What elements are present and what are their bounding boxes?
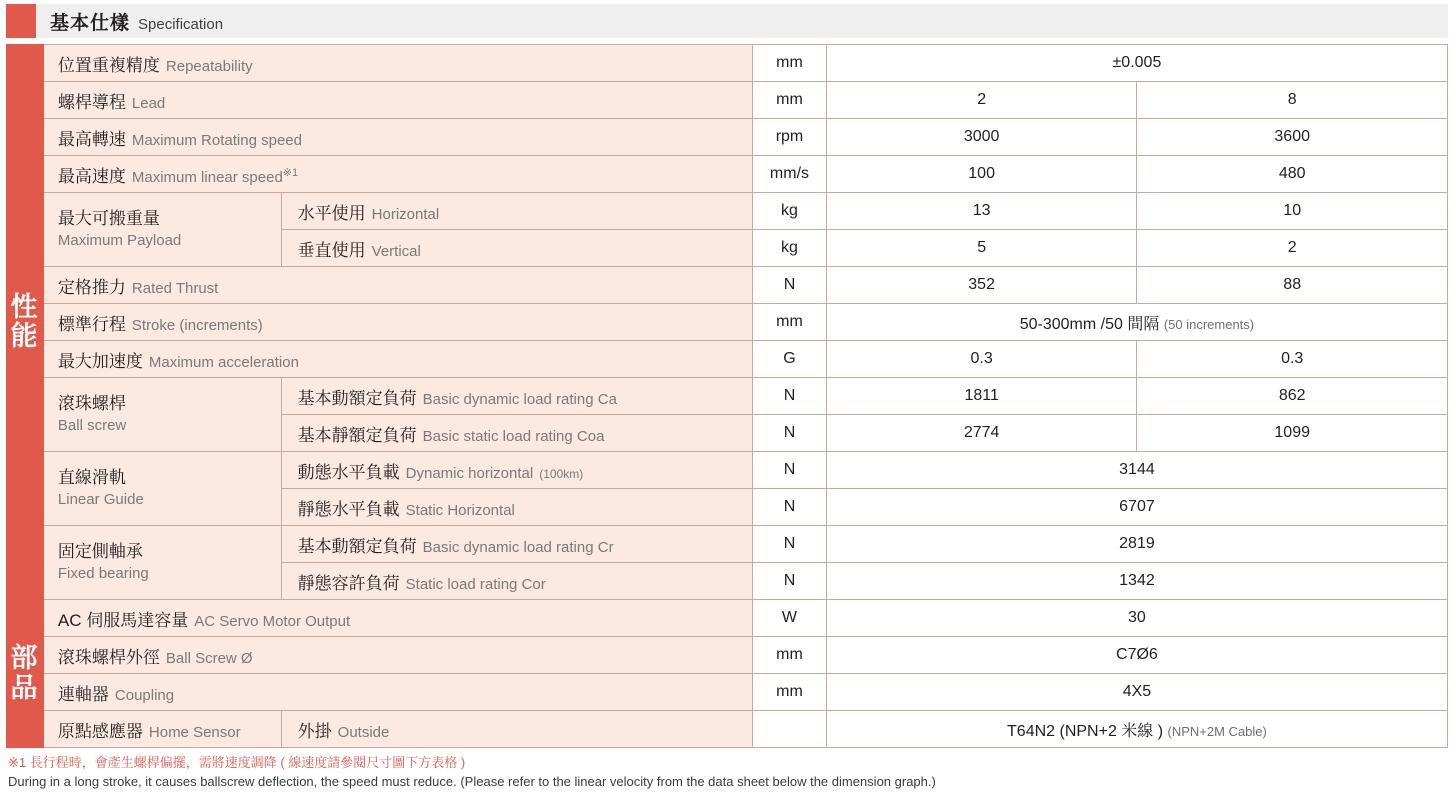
table-row (7, 341, 1448, 378)
row-sub-label: 外掛 Outside (281, 711, 752, 748)
row-unit: mm/s (753, 156, 827, 193)
row-sub-label: 垂直使用 Vertical (281, 230, 752, 267)
row-unit: mm (753, 637, 827, 674)
row-label: 原點感應器 Home Sensor (43, 711, 281, 748)
row-value: 2819 (826, 526, 1447, 563)
table-row (7, 304, 1448, 341)
row-unit: mm (753, 82, 827, 119)
row-group-label: 滾珠螺桿 Ball screw (43, 378, 281, 452)
header-title-cn: 基本仕樣 (50, 12, 131, 34)
row-value-1: 13 (826, 193, 1137, 230)
row-unit: mm (753, 45, 827, 82)
row-value-2: 88 (1137, 267, 1448, 304)
row-value: 50-300mm /50 間隔 (50 increments) (826, 304, 1447, 341)
row-unit: rpm (753, 119, 827, 156)
row-value-2: 2 (1137, 230, 1448, 267)
row-value: 3144 (826, 452, 1447, 489)
table-row (7, 526, 1448, 563)
table-row (7, 711, 1448, 748)
spec-table (6, 44, 1448, 748)
table-row (7, 193, 1448, 230)
row-value: T64N2 (NPN+2 米線 ) (NPN+2M Cable) (826, 711, 1447, 748)
row-value-1: 0.3 (826, 341, 1137, 378)
table-row (7, 452, 1448, 489)
row-value: 1342 (826, 563, 1447, 600)
table-row (7, 119, 1448, 156)
row-label: 螺桿導程 Lead (43, 82, 752, 119)
row-unit: W (753, 600, 827, 637)
row-value-2: 862 (1137, 378, 1448, 415)
row-label: AC 伺服馬達容量 AC Servo Motor Output (43, 600, 752, 637)
row-value-1: 5 (826, 230, 1137, 267)
row-value-2: 0.3 (1137, 341, 1448, 378)
row-sub-label: 基本動額定負荷 Basic dynamic load rating Ca (281, 378, 752, 415)
footnote-marker: ※1 (282, 166, 299, 179)
row-sub-label: 基本動額定負荷 Basic dynamic load rating Cr (281, 526, 752, 563)
table-row (7, 378, 1448, 415)
row-unit: N (753, 526, 827, 563)
section-header (6, 4, 1448, 38)
row-value-1: 100 (826, 156, 1137, 193)
row-value-1: 3000 (826, 119, 1137, 156)
row-label: 標準行程 Stroke (increments) (43, 304, 752, 341)
row-sub-label: 基本靜額定負荷 Basic static load rating Coa (281, 415, 752, 452)
row-unit: N (753, 452, 827, 489)
row-label: 定格推力 Rated Thrust (43, 267, 752, 304)
table-row (7, 267, 1448, 304)
row-value-1: 2774 (826, 415, 1137, 452)
row-label: 連軸器 Coupling (43, 674, 752, 711)
spec-page (0, 4, 1454, 806)
row-label: 最大加速度 Maximum acceleration (43, 341, 752, 378)
row-unit: N (753, 415, 827, 452)
row-unit: N (753, 267, 827, 304)
footnote-en: During in a long stroke, it causes ballscrew deflection, the speed must reduce. (Please refer to the linear velocity from the data sheet below the dimension graph.) (8, 773, 936, 789)
row-value-2: 8 (1137, 82, 1448, 119)
row-group-label: 最大可搬重量 Maximum Payload (43, 193, 281, 267)
row-value: ±0.005 (826, 45, 1447, 82)
spec-table-wrap (6, 44, 1448, 748)
row-unit (753, 711, 827, 748)
table-row (7, 82, 1448, 119)
group-label-parts: 部品 (7, 600, 44, 748)
row-label: 滾珠螺桿外徑 Ball Screw Ø (43, 637, 752, 674)
row-value-2: 1099 (1137, 415, 1448, 452)
row-value-1: 1811 (826, 378, 1137, 415)
row-value: C7Ø6 (826, 637, 1447, 674)
table-row (7, 156, 1448, 193)
header-title (36, 8, 223, 35)
row-value-1: 352 (826, 267, 1137, 304)
row-label: 最高轉速 Maximum Rotating speed (43, 119, 752, 156)
footnote-cn: ※1 長行程時，會產生螺桿偏擺，需將速度調降 ( 線速度請參閱尺寸圖下方表格 ) (8, 755, 466, 770)
header-title-en: Specification (138, 15, 224, 33)
row-value: 4X5 (826, 674, 1447, 711)
row-value-1: 2 (826, 82, 1137, 119)
row-unit: mm (753, 674, 827, 711)
row-sub-label: 靜態水平負載 Static Horizontal (281, 489, 752, 526)
row-value-2: 480 (1137, 156, 1448, 193)
row-sub-label: 動態水平負載 Dynamic horizontal (100km) (281, 452, 752, 489)
row-unit: N (753, 563, 827, 600)
table-row (7, 45, 1448, 82)
footnote (8, 754, 1454, 792)
table-row (7, 674, 1448, 711)
row-unit: kg (753, 230, 827, 267)
row-value: 6707 (826, 489, 1447, 526)
row-unit: N (753, 489, 827, 526)
table-row (7, 637, 1448, 674)
row-sub-label: 靜態容許負荷 Static load rating Cor (281, 563, 752, 600)
row-label: 最高速度 Maximum linear speed$^{※1}$ (43, 156, 752, 193)
row-value-2: 3600 (1137, 119, 1448, 156)
row-unit: mm (753, 304, 827, 341)
row-sub-label: 水平使用 Horizontal (281, 193, 752, 230)
row-group-label: 直線滑軌 Linear Guide (43, 452, 281, 526)
row-unit: kg (753, 193, 827, 230)
header-accent-swatch (6, 4, 36, 38)
row-group-label: 固定側軸承 Fixed bearing (43, 526, 281, 600)
row-value-2: 10 (1137, 193, 1448, 230)
row-unit: G (753, 341, 827, 378)
row-label: 位置重複精度 Repeatability (43, 45, 752, 82)
table-row (7, 600, 1448, 637)
group-label-performance: 性能 (7, 45, 44, 600)
row-value: 30 (826, 600, 1447, 637)
row-unit: N (753, 378, 827, 415)
